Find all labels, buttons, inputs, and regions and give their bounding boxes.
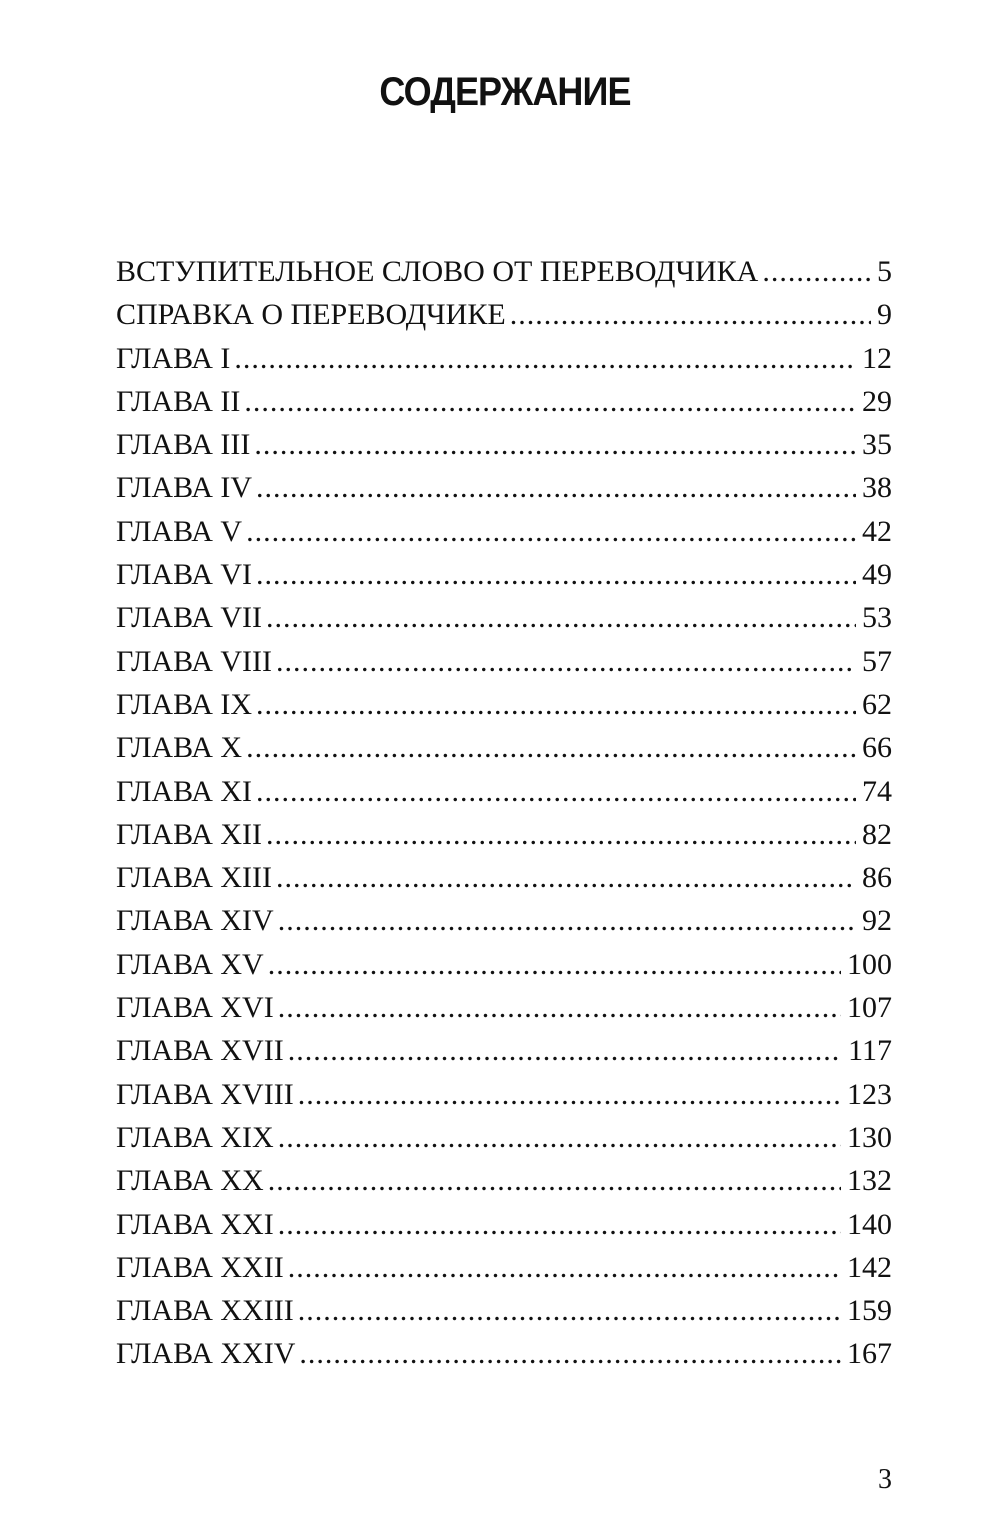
toc-entry[interactable]	[116, 856, 892, 899]
toc-entry[interactable]	[116, 1332, 892, 1375]
toc-entry-label: ГЛАВА XVI	[116, 991, 274, 1025]
toc-leader-dots	[256, 770, 856, 813]
toc-entry-label: СПРАВКА О ПЕРЕВОДЧИКЕ	[116, 298, 506, 332]
toc-entry[interactable]	[116, 726, 892, 769]
toc-leader-dots	[278, 899, 856, 942]
toc-entry-label: ГЛАВА IV	[116, 471, 253, 505]
toc-entry[interactable]	[116, 423, 892, 466]
toc-entry[interactable]	[116, 1289, 892, 1332]
toc-leader-dots	[510, 293, 871, 336]
toc-entry-page: 49	[862, 558, 892, 592]
toc-entry[interactable]	[116, 1246, 892, 1289]
toc-leader-dots	[244, 380, 856, 423]
toc-entry-page: 92	[862, 904, 892, 938]
toc-entry-label: ГЛАВА XIV	[116, 904, 274, 938]
toc-entry[interactable]	[116, 986, 892, 1029]
toc-entry-label: ГЛАВА III	[116, 428, 251, 462]
toc-leader-dots	[266, 813, 856, 856]
toc-entry-label: ГЛАВА XIII	[116, 861, 273, 895]
toc-entry-page: 42	[862, 514, 892, 548]
toc-entry-label: ГЛАВА XX	[116, 1164, 264, 1198]
toc-leader-dots	[276, 856, 856, 899]
toc-entry-page: 29	[862, 384, 892, 418]
toc-leader-dots	[268, 1159, 841, 1202]
toc-leader-dots	[298, 1073, 841, 1116]
toc-entry-page: 142	[847, 1250, 892, 1284]
toc-entry[interactable]	[116, 640, 892, 683]
toc-entry-label: ГЛАВА XVII	[116, 1034, 284, 1068]
toc-entry-label: ГЛАВА XXIV	[116, 1337, 296, 1371]
toc-entry-label: ГЛАВА IX	[116, 687, 253, 721]
toc-entry[interactable]	[116, 466, 892, 509]
toc-entry[interactable]	[116, 943, 892, 986]
toc-leader-dots	[246, 726, 856, 769]
toc-entry-page: 132	[847, 1164, 892, 1198]
toc-leader-dots	[288, 1246, 841, 1289]
toc-leader-dots	[256, 466, 856, 509]
toc-entry[interactable]	[116, 683, 892, 726]
toc-entry-page: 82	[862, 817, 892, 851]
toc-leader-dots	[256, 683, 856, 726]
toc-entry[interactable]	[116, 510, 892, 553]
toc-entry-label: ГЛАВА V	[116, 514, 243, 548]
toc-leader-dots	[254, 423, 856, 466]
toc-entry-page: 66	[862, 731, 892, 765]
toc-leader-dots	[762, 250, 871, 293]
toc-entry-page: 123	[847, 1077, 892, 1111]
toc-leader-dots	[256, 553, 856, 596]
toc-leader-dots	[298, 1289, 841, 1332]
toc-entry[interactable]	[116, 553, 892, 596]
toc-entry-page: 62	[862, 687, 892, 721]
toc-entry-page: 5	[877, 255, 892, 288]
toc-entry[interactable]	[116, 1073, 892, 1116]
toc-entry-page: 140	[847, 1207, 892, 1241]
toc-entry-label: ГЛАВА XXII	[116, 1250, 284, 1284]
toc-entry[interactable]	[116, 1029, 892, 1072]
toc-entry-label: ВСТУПИТЕЛЬНОЕ СЛОВО ОТ ПЕРЕВОДЧИКА	[116, 255, 759, 288]
toc-entry[interactable]	[116, 899, 892, 942]
toc-leader-dots	[276, 640, 856, 683]
toc-entry-page: 130	[847, 1120, 892, 1154]
toc-entry-page: 159	[847, 1294, 892, 1328]
toc-entry-label: ГЛАВА XIX	[116, 1120, 274, 1154]
toc-leader-dots	[278, 1203, 841, 1246]
toc-entry[interactable]	[116, 1203, 892, 1246]
toc-entry-label: ГЛАВА VI	[116, 558, 253, 592]
toc-entry-label: ГЛАВА XXIII	[116, 1294, 294, 1328]
toc-entry-page: 12	[862, 341, 892, 375]
toc-entry[interactable]	[116, 1159, 892, 1202]
toc-entry[interactable]	[116, 813, 892, 856]
toc-entry-page: 38	[862, 471, 892, 505]
toc-entry-page: 167	[847, 1337, 892, 1371]
toc-entry-label: ГЛАВА VIII	[116, 644, 273, 678]
toc-entry[interactable]	[116, 770, 892, 813]
toc-entry[interactable]	[116, 250, 892, 293]
toc-leader-dots	[288, 1029, 842, 1072]
toc-entry-label: ГЛАВА XII	[116, 817, 263, 851]
page-number: 3	[878, 1464, 892, 1495]
toc-leader-dots	[246, 510, 856, 553]
toc-entry-label: ГЛАВА X	[116, 731, 243, 765]
toc-entry-label: ГЛАВА XV	[116, 947, 264, 981]
toc-leader-dots	[299, 1332, 841, 1375]
toc-entry-page: 86	[862, 861, 892, 895]
toc-entry-label: ГЛАВА I	[116, 341, 231, 375]
toc-leader-dots	[266, 596, 856, 639]
toc-leader-dots	[278, 986, 841, 1029]
toc-leader-dots	[268, 943, 841, 986]
toc-entry-page: 35	[862, 428, 892, 462]
table-of-contents	[116, 250, 892, 1376]
toc-entry-label: ГЛАВА VII	[116, 601, 263, 635]
toc-leader-dots	[234, 337, 856, 380]
toc-entry-page: 9	[877, 298, 892, 332]
page-title: СОДЕРЖАНИЕ	[379, 70, 631, 114]
toc-entry[interactable]	[116, 596, 892, 639]
toc-entry[interactable]	[116, 1116, 892, 1159]
toc-entry[interactable]	[116, 337, 892, 380]
toc-entry[interactable]	[116, 380, 892, 423]
toc-entry-page: 57	[862, 644, 892, 678]
toc-entry-page: 117	[848, 1034, 892, 1068]
toc-entry-page: 53	[862, 601, 892, 635]
toc-entry-label: ГЛАВА XXI	[116, 1207, 274, 1241]
toc-entry-page: 74	[862, 774, 892, 808]
toc-entry-page: 100	[847, 947, 892, 981]
toc-entry-page: 107	[847, 991, 892, 1025]
toc-entry-label: ГЛАВА XVIII	[116, 1077, 294, 1111]
toc-leader-dots	[278, 1116, 841, 1159]
toc-entry-label: ГЛАВА XI	[116, 774, 253, 808]
toc-entry[interactable]	[116, 293, 892, 336]
toc-entry-label: ГЛАВА II	[116, 384, 241, 418]
